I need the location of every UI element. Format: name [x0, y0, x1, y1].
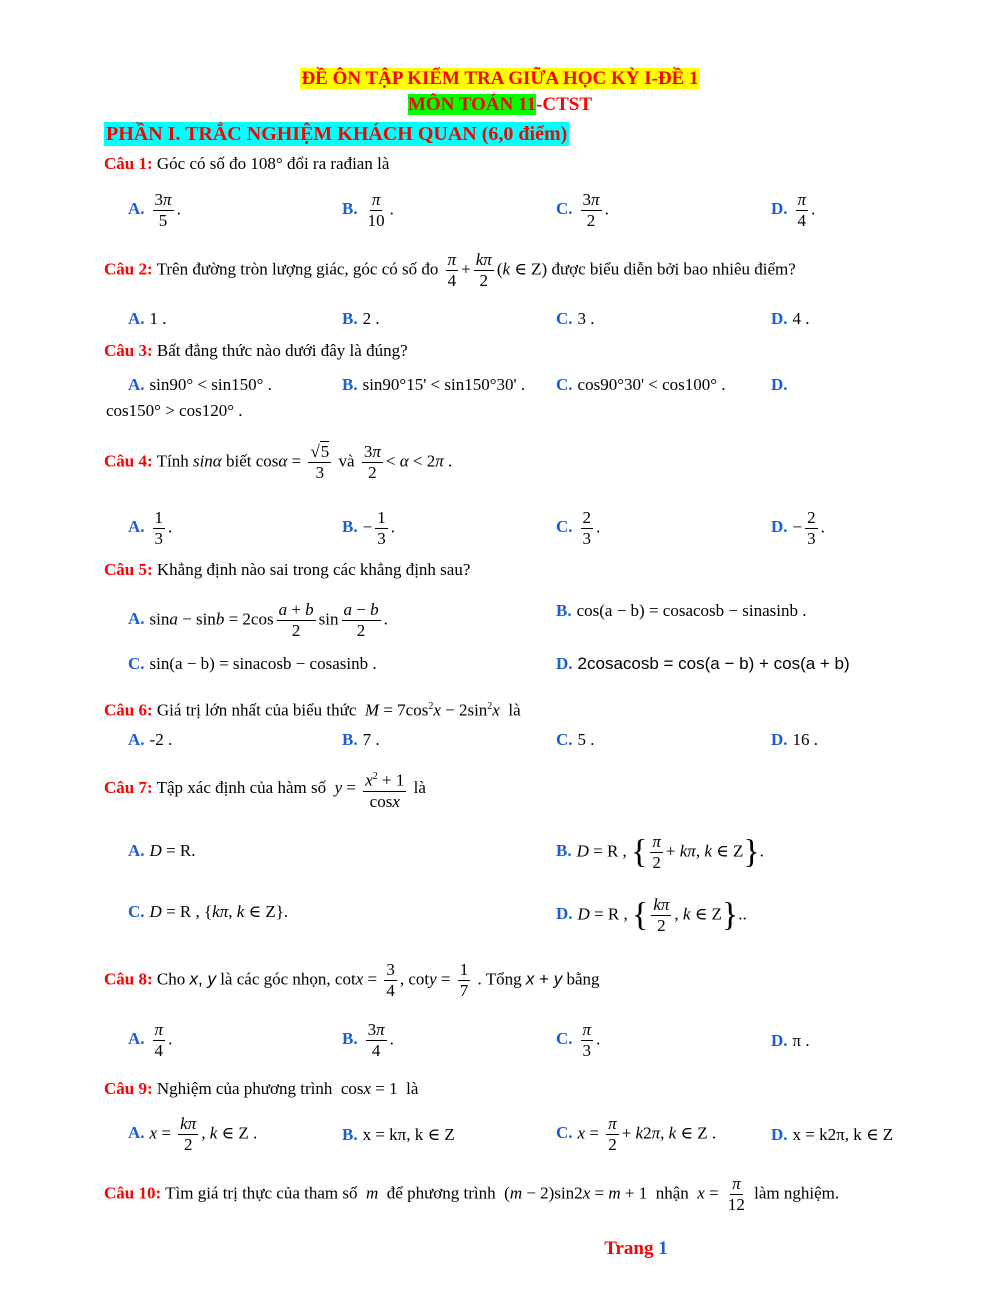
q8-option-d: D. π .: [771, 1031, 810, 1050]
q8-option-c: C. $\frac{\pi}{3}$ .: [556, 1020, 601, 1060]
q5-option-c: C. sin(a − b) = sinacosb − cosasinb .: [128, 654, 377, 673]
q5-option-b: B. cos(a − b) = cosacosb − sinasinb .: [556, 601, 807, 620]
question-1: Câu 1: Góc có số đo 108° đổi ra rađian là: [104, 154, 390, 173]
q9-option-b: B. x = kπ, k ∈ Z: [342, 1125, 455, 1144]
question-7: Câu 7: Tập xác định của hàm số y = $\frac{x^2 + 1}{\cos x}$ là: [104, 767, 426, 812]
q3-option-d-label: D.: [771, 375, 788, 394]
q7-option-c: C. D = R , {kπ, k ∈ Z}.: [128, 902, 289, 921]
q2-option-b: B. 2 .: [342, 309, 380, 328]
q8-option-b: B. $\frac{3\pi}{4}$ .: [342, 1020, 394, 1060]
q2-option-c: C. 3 .: [556, 309, 595, 328]
q1-option-c: C. $\frac{3\pi}{2}$ .: [556, 190, 609, 230]
q4-option-c: C. $\frac{2}{3}$ .: [556, 508, 601, 548]
question-10: Câu 10: Tìm giá trị thực của tham số m để phương trình (m − 2)sin2x = m + 1 nhận x = $\frac{\pi}{12}$ làm nghiệm.: [104, 1174, 840, 1214]
q4-option-a: A. $\frac{1}{3}$ .: [128, 508, 173, 548]
q4-option-b: B. − $\frac{1}{3}$ .: [342, 508, 395, 548]
q2-option-a: A. 1 .: [128, 309, 167, 328]
question-3: Câu 3: Bất đẳng thức nào dưới đây là đúng?: [104, 341, 408, 360]
page-footer: Trang 1: [604, 1238, 668, 1259]
q3-option-b: B. sin90°15' < sin150°30' .: [342, 375, 526, 394]
exam-title: ĐỀ ÔN TẬP KIỂM TRA GIỮA HỌC KỲ I-ĐỀ 1: [301, 68, 699, 89]
q3-option-c: C. cos90°30' < cos100° .: [556, 375, 726, 394]
exam-subtitle: MÔN TOÁN 11-CTST: [407, 94, 593, 115]
q3-option-a: A. sin90° < sin150° .: [128, 375, 272, 394]
question-5: Câu 5: Khẳng định nào sai trong các khẳng định sau?: [104, 560, 471, 579]
section-title: PHẦN I. TRẮC NGHIỆM KHÁCH QUAN (6,0 điểm): [106, 123, 568, 145]
q2-option-d: D. 4 .: [771, 309, 810, 328]
q5-option-a: A. sina − sinb = 2cos $\frac{a + b}{2}$ sin $\frac{a - b}{2}$ .: [128, 600, 388, 640]
question-9: Câu 9: Nghiệm của phương trình cosx = 1 là: [104, 1079, 419, 1098]
q9-option-a: A. x = $\frac{k\pi}{2}$ , k ∈ Z .: [128, 1114, 258, 1154]
q6-option-a: A. -2 .: [128, 730, 173, 749]
question-4: Câu 4: Tính sinα biết cosα = $\frac{√5}{3}$ và $\frac{3\pi}{2}$ < α < 2π .: [104, 442, 453, 482]
q6-option-c: C. 5 .: [556, 730, 595, 749]
q1-option-b: B. $\frac{\pi}{10}$ .: [342, 190, 394, 230]
q6-option-b: B. 7 .: [342, 730, 380, 749]
question-2: Câu 2: Trên đường tròn lượng giác, góc có số đo $\frac{\pi}{4}$ + $\frac{k\pi}{2}$ (k ∈ Z) được biểu diễn bởi bao nhiêu điểm?: [104, 250, 796, 290]
q7-option-d: D. D = R , { $\frac{k\pi}{2}$ , k ∈ Z}..: [556, 895, 747, 935]
q9-option-c: C. x = $\frac{\pi}{2}$ + k2π, k ∈ Z .: [556, 1114, 717, 1154]
q4-option-d: D. − $\frac{2}{3}$ .: [771, 508, 825, 548]
question-6: Câu 6: Giá trị lớn nhất của biểu thức $M = 7\cos^2x - 2\sin^2x$ là: [104, 700, 521, 720]
q8-option-a: A. $\frac{\pi}{4}$ .: [128, 1020, 173, 1060]
q9-option-d: D. x = k2π, k ∈ Z: [771, 1125, 894, 1144]
q1-option-d: D. $\frac{\pi}{4}$ .: [771, 190, 816, 230]
q1-option-a: A. $\frac{3\pi}{5}$ .: [128, 190, 181, 230]
q5-option-d: D. 2cosacosb = cos(a − b) + cos(a + b): [556, 654, 850, 673]
question-8: Câu 8: Cho x, y là các góc nhọn, cotx = $\frac{3}{4}$ , coty = $\frac{1}{7}$ . Tổng x + y bằng: [104, 960, 600, 1000]
q3-option-d: cos150° > cos120° .: [106, 401, 243, 420]
q7-option-a: A. D = R.: [128, 841, 196, 860]
q6-option-d: D. 16 .: [771, 730, 819, 749]
q7-option-b: B. D = R , { $\frac{\pi}{2}$ + kπ, k ∈ Z}.: [556, 832, 764, 872]
